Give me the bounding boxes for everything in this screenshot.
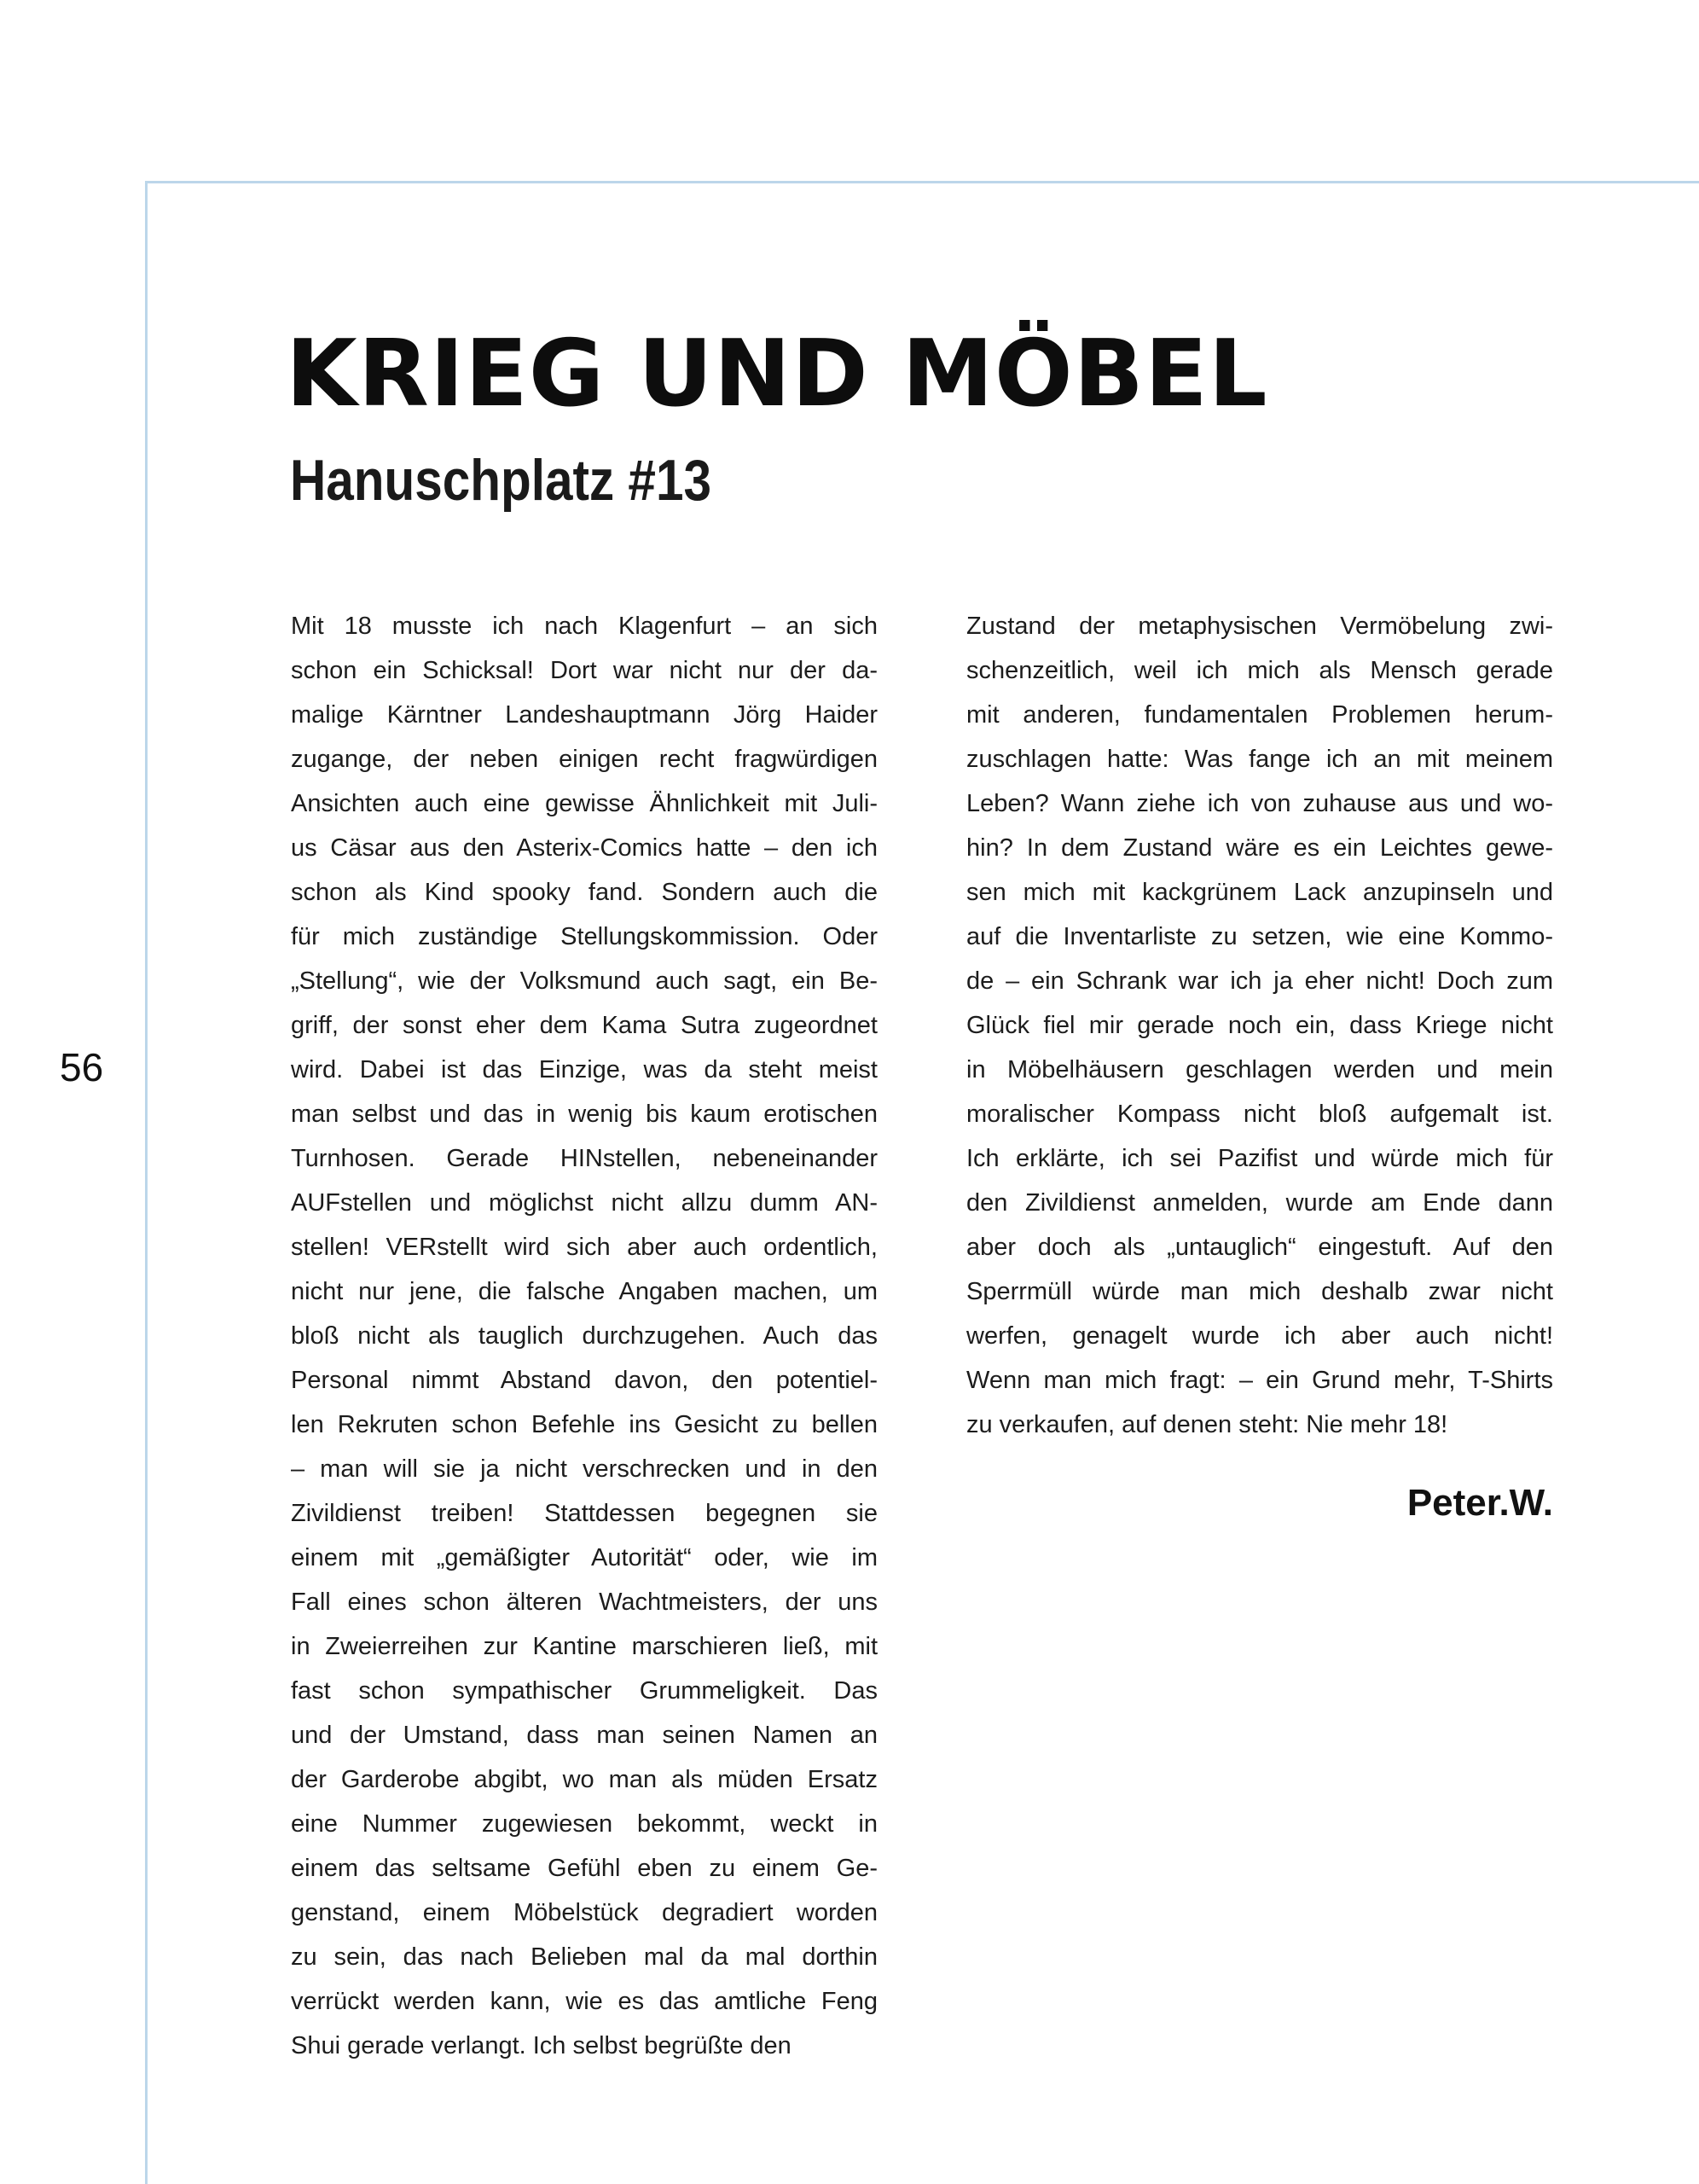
text-line: und der Umstand, dass man seinen Namen an (291, 1722, 878, 1749)
text-line: Ich erklärte, ich sei Pazifist und würde mich für (966, 1145, 1553, 1172)
text-line: zuschlagen hatte: Was fange ich an mit meinem (966, 746, 1553, 773)
text-line: schenzeitlich, weil ich mich als Mensch gerade (966, 657, 1553, 684)
text-line: malige Kärntner Landeshauptmann Jörg Haider (291, 701, 878, 729)
text-line: verrückt werden kann, wie es das amtliche Feng (291, 1988, 878, 2015)
text-line: einem das seltsame Gefühl eben zu einem Ge- (291, 1855, 878, 1882)
text-line: Mit 18 musste ich nach Klagenfurt – an sich (291, 613, 878, 640)
page-number: 56 (60, 1045, 104, 1089)
page-frame-left-rule (145, 181, 148, 2184)
text-line: in Zweierreihen zur Kantine marschieren ließ, mit (291, 1633, 878, 1660)
text-line: hin? In dem Zustand wäre es ein Leichtes gewe- (966, 834, 1553, 862)
text-line: Zustand der metaphysischen Vermöbelung zwi- (966, 613, 1553, 640)
text-line: sen mich mit kackgrünem Lack anzupinseln und (966, 879, 1553, 906)
text-line: Turnhosen. Gerade HINstellen, nebeneinander (291, 1145, 878, 1172)
text-line: zugange, der neben einigen recht fragwürdigen (291, 746, 878, 773)
text-line: Glück fiel mir gerade noch ein, dass Kriege nicht (966, 1012, 1553, 1039)
text-line: griff, der sonst eher dem Kama Sutra zugeordnet (291, 1012, 878, 1039)
text-line: genstand, einem Möbelstück degradiert worden (291, 1899, 878, 1926)
text-line: bloß nicht als tauglich durchzugehen. Auch das (291, 1322, 878, 1350)
text-line: fast schon sympathischer Grummeligkeit. Das (291, 1677, 878, 1705)
text-line: für mich zuständige Stellungskommission. Oder (291, 923, 878, 950)
text-line: werfen, genagelt wurde ich aber auch nicht! (966, 1322, 1553, 1350)
text-line: eine Nummer zugewiesen bekommt, weckt in (291, 1810, 878, 1838)
text-line: nicht nur jene, die falsche Angaben machen, um (291, 1278, 878, 1305)
page-frame-top-rule (145, 181, 1699, 183)
author-signature: Peter.W. (1406, 1482, 1553, 1524)
text-line: man selbst und das in wenig bis kaum erotischen (291, 1101, 878, 1128)
text-line: der Garderobe abgibt, wo man als müden Ersatz (291, 1766, 878, 1793)
text-line: auf die Inventarliste zu setzen, wie eine Kommo- (966, 923, 1553, 950)
text-line: us Cäsar aus den Asterix-Comics hatte – den ich (291, 834, 878, 862)
text-line: „Stellung“, wie der Volksmund auch sagt, ein Be- (291, 967, 878, 995)
text-line: stellen! VERstellt wird sich aber auch ordentlich, (291, 1234, 878, 1261)
text-line: einem mit „gemäßigter Autorität“ oder, wie im (291, 1544, 878, 1571)
text-line: Leben? Wann ziehe ich von zuhause aus und wo- (966, 790, 1553, 817)
text-line: len Rekruten schon Befehle ins Gesicht zu bellen (291, 1411, 878, 1438)
text-line: schon als Kind spooky fand. Sondern auch die (291, 879, 878, 906)
text-line: AUFstellen und möglichst nicht allzu dumm AN- (291, 1189, 878, 1217)
article-title: KRIEG UND MÖBEL (286, 321, 1268, 427)
text-line: Ansichten auch eine gewisse Ähnlichkeit mit Juli- (291, 790, 878, 817)
text-line: zu verkaufen, auf denen steht: Nie mehr 18! (966, 1411, 1448, 1438)
text-line: – man will sie ja nicht verschrecken und in den (291, 1455, 878, 1483)
text-line: Zivildienst treiben! Stattdessen begegnen sie (291, 1500, 878, 1527)
text-line: zu sein, das nach Belieben mal da mal dorthin (291, 1943, 878, 1971)
body-column-left (291, 604, 878, 2068)
text-line: mit anderen, fundamentalen Problemen herum- (966, 701, 1553, 729)
text-line: schon ein Schicksal! Dort war nicht nur der da- (291, 657, 878, 684)
text-line: wird. Dabei ist das Einzige, was da steht meist (291, 1056, 878, 1083)
text-line: Personal nimmt Abstand davon, den potentiel- (291, 1367, 878, 1394)
text-line: Wenn man mich fragt: – ein Grund mehr, T-Shirts (966, 1367, 1553, 1394)
text-line: Fall eines schon älteren Wachtmeisters, der uns (291, 1589, 878, 1616)
text-line: in Möbelhäusern geschlagen werden und mein (966, 1056, 1553, 1083)
body-column-right (966, 604, 1553, 1447)
text-line: Sperrmüll würde man mich deshalb zwar nicht (966, 1278, 1553, 1305)
text-line: aber doch als „untauglich“ eingestuft. Auf den (966, 1234, 1553, 1261)
text-line: Shui gerade verlangt. Ich selbst begrüßte den (291, 2032, 792, 2059)
text-line: moralischer Kompass nicht bloß aufgemalt ist. (966, 1101, 1553, 1128)
text-line: de – ein Schrank war ich ja eher nicht! Doch zum (966, 967, 1553, 995)
article-subtitle: Hanuschplatz #13 (290, 448, 712, 513)
text-line: den Zivildienst anmelden, wurde am Ende dann (966, 1189, 1553, 1217)
